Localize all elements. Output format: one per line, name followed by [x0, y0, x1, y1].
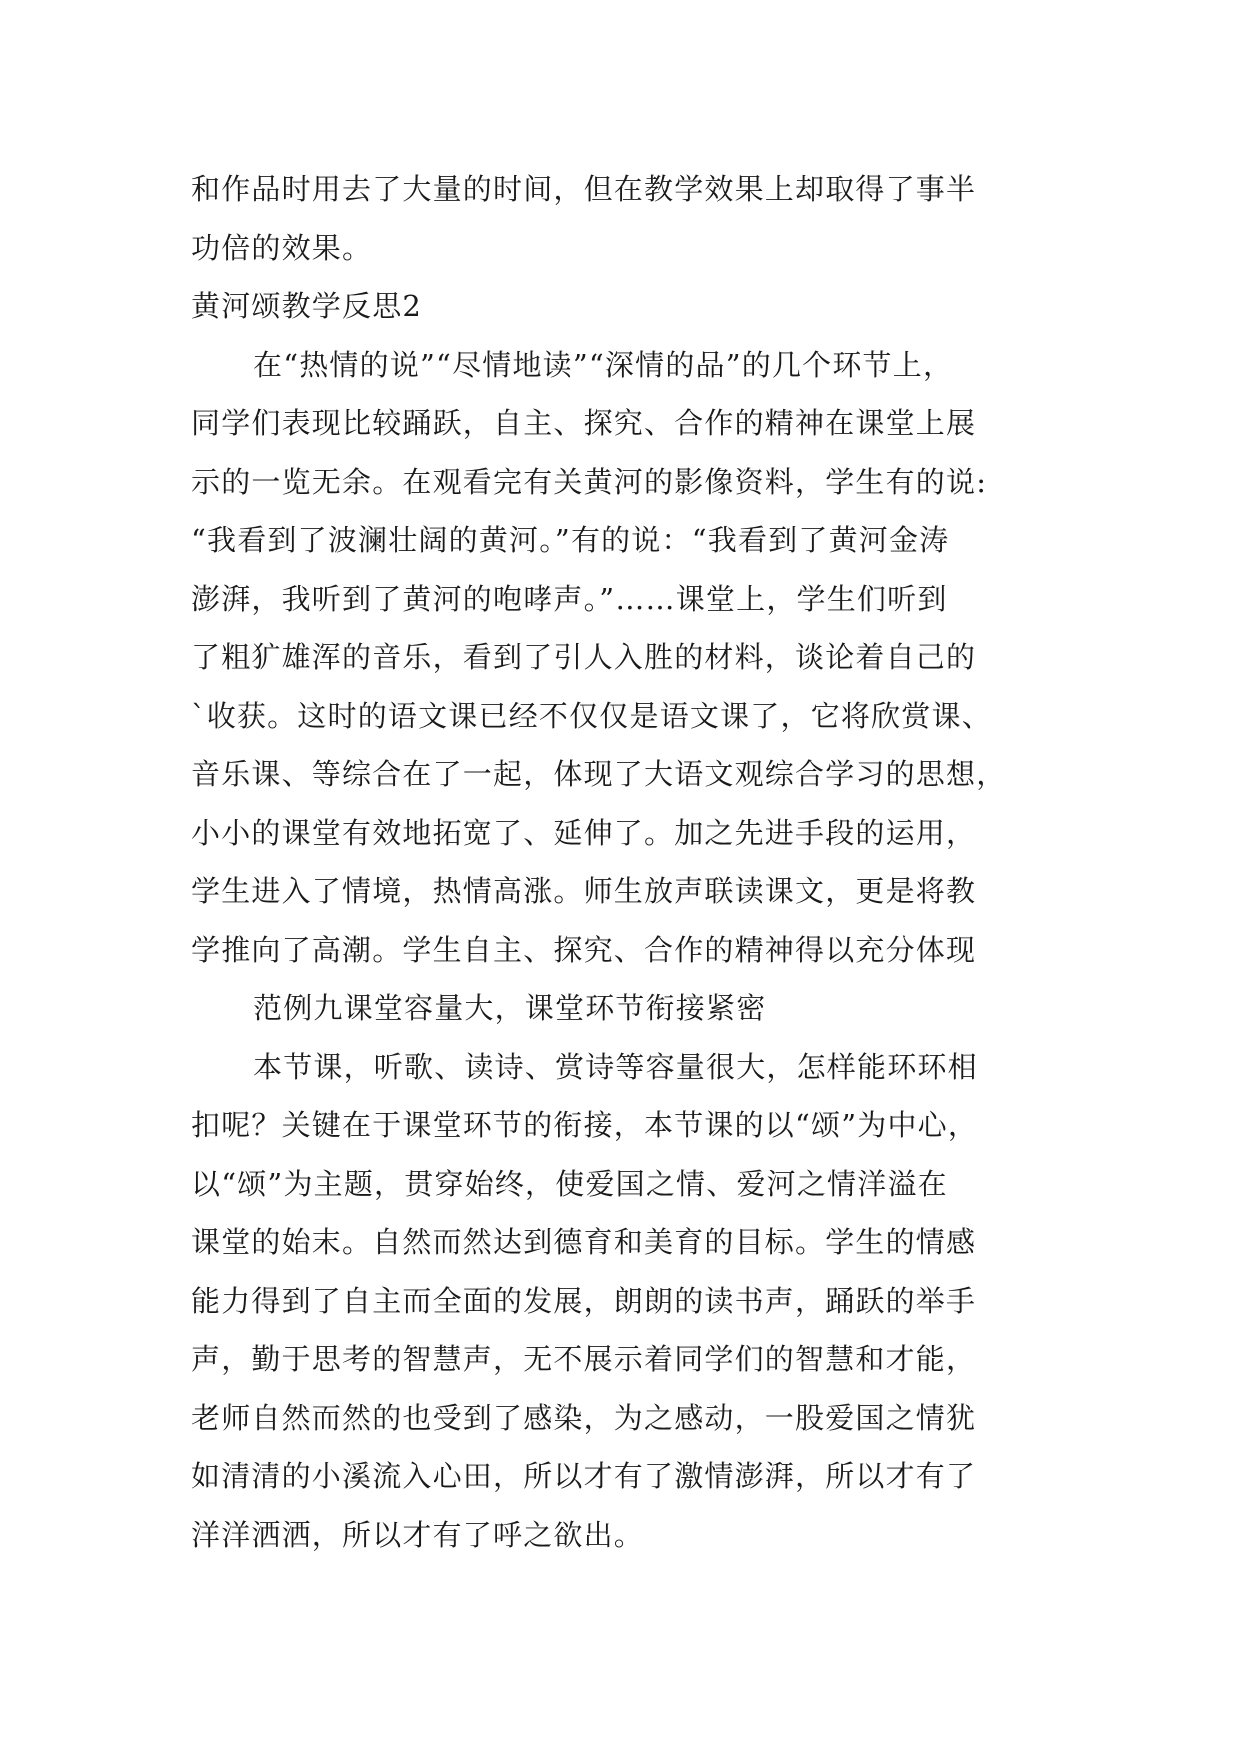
text-line: 洋洋洒洒，所以才有了呼之欲出。	[191, 1517, 645, 1552]
text-line: 学推向了高潮。学生自主、探究、合作的精神得以充分体现	[191, 932, 977, 967]
text-line: 课堂的始末。自然而然达到德育和美育的目标。学生的情感	[191, 1225, 977, 1259]
text-line: 能力得到了自主而全面的发展，朗朗的读书声，踊跃的举手	[191, 1283, 977, 1318]
text-line: 同学们表现比较踊跃，自主、探究、合作的精神在课堂上展	[191, 406, 977, 440]
text-line: 老师自然而然的也受到了感染，为之感动，一股爱国之情犹	[191, 1400, 977, 1435]
text-line: 了粗犷雄浑的音乐，看到了引人入胜的材料，谈论着自己的	[191, 640, 977, 674]
text-line: 在“热情的说”“尽情地读”“深情的品”的几个环节上，	[253, 347, 954, 382]
text-line: `收获。这时的语文课已经不仅仅是语文课了，它将欣赏课、	[191, 698, 992, 733]
text-line: 示的一览无余。在观看完有关黄河的影像资料，学生有的说:	[191, 464, 988, 499]
text-line: 范例九课堂容量大，课堂环节衔接紧密	[253, 991, 767, 1025]
text-line: “我看到了波澜壮阔的黄河。”有的说：“我看到了黄河金涛	[191, 523, 950, 557]
text-line: 小小的课堂有效地拓宽了、延伸了。加之先进手段的运用，	[191, 815, 977, 850]
text-line: 音乐课、等综合在了一起，体现了大语文观综合学习的思想，	[191, 757, 1007, 791]
text-line: 学生进入了情境，热情高涨。师生放声联读课文，更是将教	[191, 874, 977, 908]
text-line: 扣呢？关键在于课堂环节的衔接，本节课的以“颂”为中心，	[191, 1108, 979, 1142]
text-line: 和作品时用去了大量的时间，但在教学效果上却取得了事半	[191, 172, 977, 206]
text-line: 以“颂”为主题，贯穿始终，使爱国之情、爱河之情洋溢在	[191, 1166, 948, 1201]
text-line: 声，勤于思考的智慧声，无不展示着同学们的智慧和才能，	[191, 1342, 977, 1376]
text-line: 澎湃，我听到了黄河的咆哮声。”……课堂上，学生们听到	[191, 581, 948, 616]
section-heading: 黄河颂教学反思2	[191, 289, 423, 323]
text-line: 本节课，听歌、读诗、赏诗等容量很大，怎样能环环相	[253, 1049, 978, 1084]
text-line: 如清清的小溪流入心田，所以才有了激情澎湃，所以才有了	[191, 1459, 977, 1493]
document-body	[191, 160, 1051, 1564]
text-line: 功倍的效果。	[191, 230, 373, 265]
